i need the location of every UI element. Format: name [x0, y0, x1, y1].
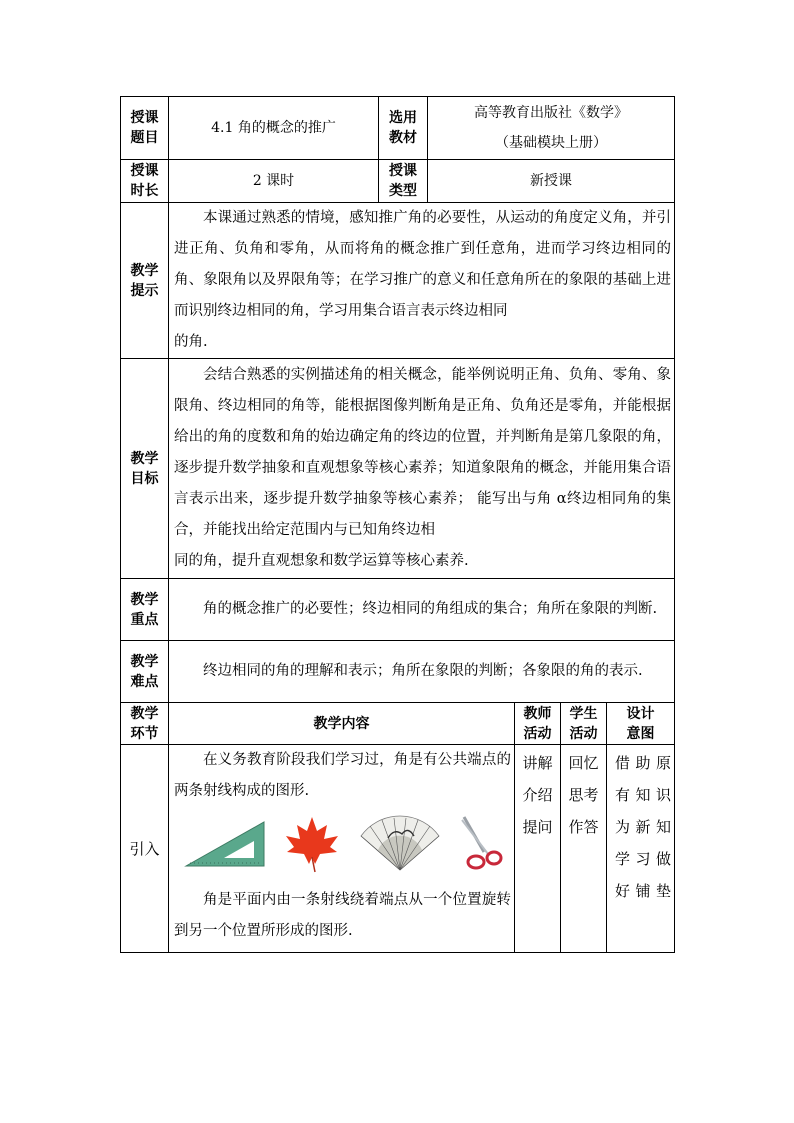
- teacher-activity-item: 提问: [522, 818, 553, 836]
- col-design-header: [607, 703, 675, 745]
- tips-row: [121, 203, 675, 359]
- triangle-ruler-icon: [184, 819, 266, 869]
- col-teacher-text: 教师 活动: [523, 705, 552, 742]
- intro-row: [121, 745, 675, 953]
- difficulties-label-text: 教学 难点: [130, 653, 159, 690]
- type-value: [428, 160, 675, 203]
- duration-value: [169, 160, 379, 203]
- lesson-plan-table: [120, 96, 675, 953]
- key-points-row: [121, 579, 675, 641]
- key-points-label-text: 教学 重点: [130, 591, 159, 628]
- column-header-row: [121, 703, 675, 745]
- intro-student-activity: [561, 745, 607, 953]
- design-intent-line: 借助原: [615, 754, 671, 772]
- teacher-activity-item: 讲解: [522, 754, 553, 772]
- tips-label: [121, 203, 169, 359]
- topic-label: [121, 97, 169, 160]
- col-content-text: 教学内容: [313, 715, 370, 732]
- textbook-line2: （基础模块上册）: [495, 135, 607, 151]
- col-student-text: 学生 活动: [569, 705, 598, 742]
- tips-paragraph-end: 的角.: [174, 334, 208, 350]
- tips-paragraph: 本课通过熟悉的情境，感知推广角的必要性，从运动的角度定义角，并引进正角、负角和零角，从而将角的概念推广到任意角，进而学习终边相同的角、象限角以及界限角等；在学习推广的意义和任意角所在的象限的基础上进而识别终边相同的角，学习用集合语言表示终边相同: [174, 210, 671, 319]
- difficulties-row: [121, 641, 675, 703]
- topic-row: [121, 97, 675, 160]
- intro-stage-text: 引入: [129, 839, 160, 858]
- col-student-header: [561, 703, 607, 745]
- textbook-line1: 高等教育出版社《数学》: [474, 105, 628, 121]
- duration-label: [121, 160, 169, 203]
- key-points-text: 角的概念推广的必要性；终边相同的角组成的集合；角所在象限的判断.: [203, 601, 658, 617]
- col-stage-header: [121, 703, 169, 745]
- intro-content: [169, 745, 515, 953]
- textbook-label-text: 选用 教材: [389, 110, 417, 146]
- col-design-text: 设计 意图: [626, 705, 655, 742]
- topic-value: [169, 97, 379, 160]
- design-intent-line: 好铺垫: [615, 882, 671, 900]
- topic-label-text: 授课 题目: [130, 110, 159, 146]
- duration-value-text: 2 课时: [252, 173, 295, 189]
- type-label: [379, 160, 428, 203]
- type-label-text: 授课 类型: [389, 163, 417, 199]
- goals-paragraph: 会结合熟悉的实例描述角的相关概念，能举例说明正角、负角、零角、象限角、终边相同的角等，能根据图像判断角是正角、负角还是零角，并能根据给出的角的度数和角的始边确定角的终边的位置，并判断角是第几象限的角，逐步提升数学抽象和直观想象等核心素养；知道象限角的概念，并能用集合语言表示出来，逐步提升数学抽象等核心素养； 能写出与角 α终边相同角的集合，并能找出给定范围内与已知角终边相: [174, 367, 671, 538]
- duration-row: [121, 160, 675, 203]
- difficulties-text: 终边相同的角的理解和表示；角所在象限的判断；各象限的角的表示.: [203, 663, 643, 679]
- intro-teacher-activity: [515, 745, 561, 953]
- type-value-text: 新授课: [530, 173, 572, 189]
- goals-label: [121, 359, 169, 579]
- maple-leaf-icon: [282, 814, 342, 874]
- key-points-label: [121, 579, 169, 641]
- student-activity-item: 思考: [568, 786, 599, 804]
- goals-content: [169, 359, 675, 579]
- col-content-header: [169, 703, 515, 745]
- design-intent-line: 为新知: [615, 818, 671, 836]
- goals-paragraph-end: 同的角，提升直观想象和数学运算等核心素养.: [174, 553, 469, 569]
- student-activity-item: 作答: [568, 818, 599, 836]
- difficulties-content: [169, 641, 675, 703]
- col-teacher-header: [515, 703, 561, 745]
- teacher-activity-item: 介绍: [522, 786, 553, 804]
- intro-image-strip: [184, 813, 504, 875]
- tips-content: [169, 203, 675, 359]
- student-activity-item: 回忆: [568, 754, 599, 772]
- design-intent-line: 有知识: [615, 786, 671, 804]
- goals-row: [121, 359, 675, 579]
- tips-label-text: 教学 提示: [130, 262, 159, 299]
- duration-label-text: 授课 时长: [130, 163, 159, 199]
- col-stage-text: 教学 环节: [130, 705, 159, 742]
- intro-design-intent: [607, 745, 675, 953]
- design-intent-line: 学习做: [615, 850, 671, 868]
- topic-value-text: 4.1 角的概念的推广: [211, 120, 336, 136]
- key-points-content: [169, 579, 675, 641]
- intro-stage: [121, 745, 169, 953]
- textbook-label: [379, 97, 428, 160]
- folding-fan-icon: [358, 814, 442, 874]
- goals-label-text: 教学 目标: [130, 450, 159, 487]
- scissors-icon: [458, 814, 504, 874]
- intro-text-1: 在义务教育阶段我们学习过，角是有公共端点的两条射线构成的图形.: [174, 752, 511, 799]
- difficulties-label: [121, 641, 169, 703]
- intro-text-2: 角是平面内由一条射线绕着端点从一个位置旋转到另一个位置所形成的图形.: [174, 892, 511, 939]
- textbook-value: [428, 97, 675, 160]
